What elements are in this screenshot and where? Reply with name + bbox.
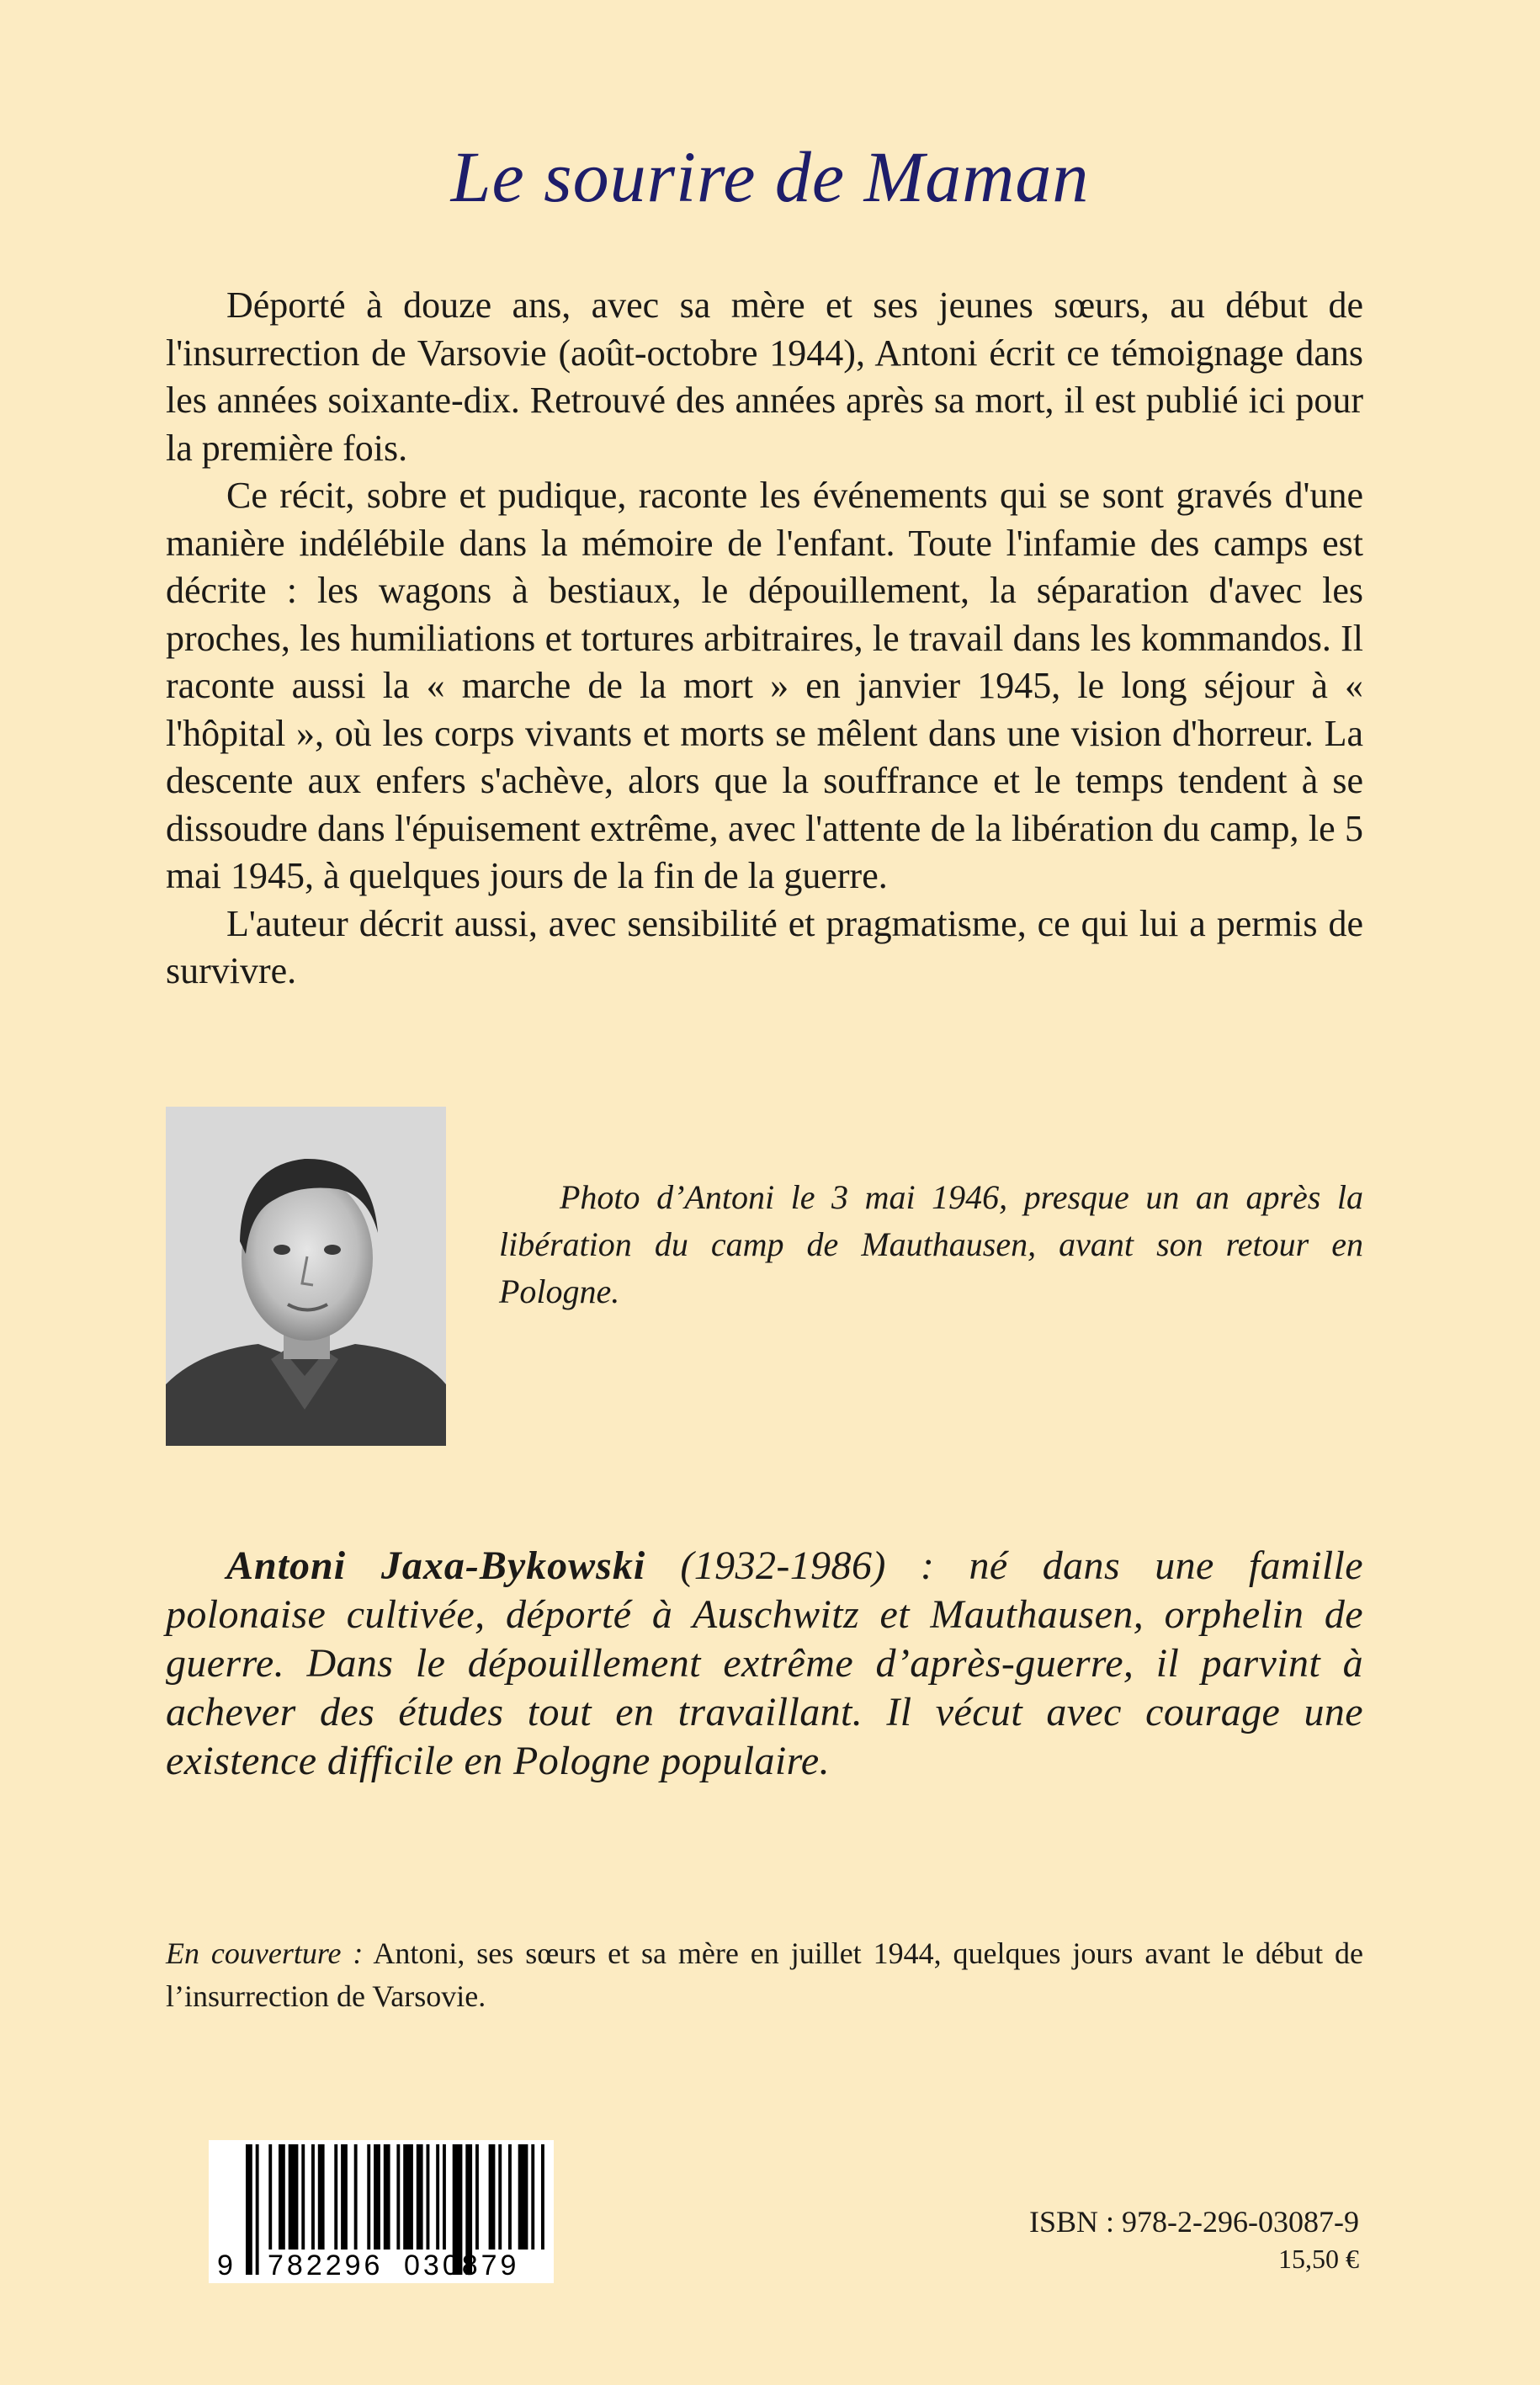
barcode-bar <box>417 2144 423 2250</box>
barcode-bar <box>531 2144 534 2250</box>
barcode-bar <box>436 2144 439 2250</box>
book-title: Le sourire de Maman <box>450 136 1090 217</box>
barcode-bar <box>289 2144 299 2250</box>
ean-barcode <box>209 2140 554 2283</box>
bio-text: (1932-1986) : né dans une famille polonaise cultivée, déporté à Auschwitz et Mauthausen, orphelin de guerre. Dans le dépouillement extrême d’après-guerre, il parvint à achever des études tout en travaillant. Il vécut avec courage une existence difficile en Pologne populaire. <box>166 1543 1364 1783</box>
cover-note-paragraph <box>166 1932 1363 2018</box>
barcode-bar <box>279 2144 285 2250</box>
barcode-bar <box>518 2144 528 2250</box>
photo-caption-text: Photo d’Antoni le 3 mai 1946, presque un an après la libération du camp de Mauthausen, avant son retour en Pologne. <box>499 1178 1363 1310</box>
barcode-bar <box>246 2144 252 2275</box>
barcode-bar <box>498 2144 502 2250</box>
photo-caption <box>499 1174 1363 1315</box>
barcode-bar <box>256 2144 259 2275</box>
barcode-bar <box>354 2144 358 2250</box>
barcode-bar <box>318 2144 325 2250</box>
bio-paragraph <box>166 1542 1363 1786</box>
barcode-digits-left: 782296 <box>268 2250 384 2281</box>
summary-paragraph-1: Déporté à douze ans, avec sa mère et ses jeunes sœurs, au début de l'insurrection de Varsovie (août-octobre 1944), Antoni écrit ce témoignage dans les années soixante-dix. Retrouvé des années après sa mort, il est publié ici pour la première fois. <box>166 284 1363 469</box>
barcode-bar <box>508 2144 512 2250</box>
back-cover-summary <box>166 282 1363 996</box>
cover-note-label: En couverture : <box>166 1936 364 1970</box>
summary-paragraph-2: Ce récit, sobre et pudique, raconte les événements qui se sont gravés d'une manière indélébile dans la mémoire de l'enfant. Toute l'infamie des camps est décrite : les wagons à bestiaux, le dépouillement, la séparation d'avec les proches, les humiliations et tortures arbitraires, le travail dans les kommandos. Il raconte aussi la « marche de la mort » en janvier 1945, le long séjour à « l'hôpital », où les corps vivants et morts se mêlent dans une vision d'horreur. La descente aux enfers s'achève, alors que la souffrance et le temps tendent à se dissoudre dans l'épuisement extrême, avec l'attente de la libération du camp, le 5 mai 1945, à quelques jours de la fin de la guerre. <box>166 475 1363 896</box>
barcode-bar <box>367 2144 370 2250</box>
barcode-digits-right: 030879 <box>404 2250 520 2281</box>
barcode-bar <box>403 2144 413 2250</box>
barcode-digit-first: 9 <box>217 2250 233 2281</box>
cover-photo-note <box>166 1932 1363 2018</box>
summary-paragraph-3: L'auteur décrit aussi, avec sensibilité et pragmatisme, ce qui lui a permis de survivre. <box>166 902 1363 991</box>
barcode-bar <box>341 2144 348 2250</box>
barcode-bar <box>443 2144 446 2250</box>
barcode-bar <box>384 2144 390 2250</box>
isbn-number: ISBN : 978-2-296-03087-9 <box>1029 2205 1359 2239</box>
barcode-bar <box>268 2144 272 2250</box>
barcode-bar <box>427 2144 430 2250</box>
author-name: Antoni Jaxa-Bykowski <box>226 1543 646 1588</box>
barcode-bar <box>301 2144 305 2250</box>
price: 15,50 € <box>1278 2244 1359 2274</box>
barcode-bar <box>541 2144 544 2250</box>
barcode-bar <box>311 2144 315 2250</box>
author-photo <box>166 1107 446 1446</box>
cover-note-text: Antoni, ses sœurs et sa mère en juillet 1944, quelques jours avant le début de l’insurrection de Varsovie. <box>166 1936 1363 2013</box>
barcode-bar <box>489 2144 496 2250</box>
barcode-bar <box>396 2144 400 2250</box>
barcode-bar <box>334 2144 337 2250</box>
barcode-bar <box>475 2144 479 2250</box>
author-biography <box>166 1542 1363 1786</box>
barcode-bar <box>374 2144 380 2250</box>
